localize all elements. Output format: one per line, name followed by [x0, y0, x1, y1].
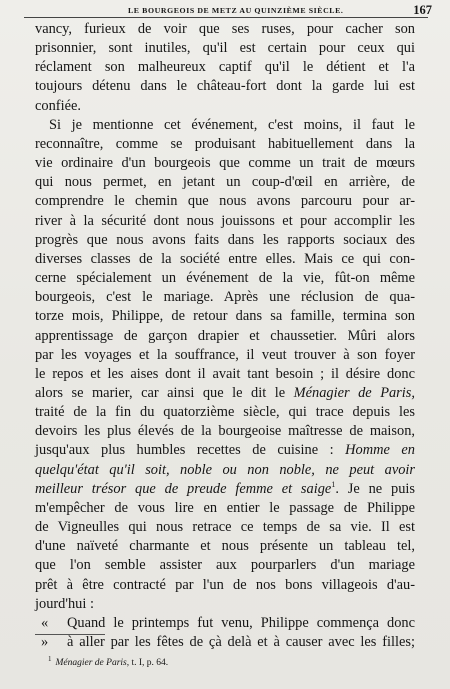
work-title: Ménagier de Paris,	[293, 384, 415, 401]
text-line	[35, 461, 415, 480]
text-segment: à aller par les fêtes de çà delà et à causer avec les filles;	[67, 634, 415, 650]
text-line: qui nous permet, en jetant un coup-d'œil en arrière, de	[35, 174, 415, 191]
footnote-source: Ménagier de Paris,	[55, 658, 130, 669]
quotation-text: meilleur trésor que de preude femme et saige	[35, 480, 332, 497]
text-line: traité de la fin du quatorzième siècle, qui trace depuis les	[35, 404, 415, 421]
text-line: river à la sécurité dont nous jouissons et pour accomplir les	[35, 212, 415, 229]
quotation-text: Homme en	[345, 442, 415, 459]
text-line	[35, 480, 415, 499]
text-line: réclament son malheureux captif qu'il le détient et l'a	[35, 59, 415, 76]
text-line: vancy, furieux de voir que ses ruses, pour cacher son	[35, 21, 415, 37]
text-line: par les voyages et la souffrance, il veut trouver à son foyer	[35, 346, 415, 363]
text-line: devoirs les plus élevés de la bourgeoise maîtresse de maison,	[35, 423, 415, 440]
footnote-call: 1	[331, 479, 336, 489]
header-rule	[24, 17, 428, 18]
text-line: prêt à être contracté par l'un de nos bons villageois d'au-	[35, 576, 415, 593]
text-line: diverses classes de la société entre elles. Mais ce qui con-	[35, 250, 415, 267]
text-line: reconnaître, comme se produisant habituellement dans la	[35, 135, 415, 152]
text-line: d'une naïveté charmante et nous présente un tableau tel,	[35, 538, 415, 555]
quote-mark: «	[41, 614, 49, 631]
text-line: comprendre le chemin que nous avons parcouru pour ar-	[35, 193, 415, 210]
quotation-text: quelqu'état qu'il soit, noble ou non noble, ne peut avoir	[35, 461, 415, 478]
text-segment: . Je ne puis	[335, 480, 415, 497]
text-line: progrès que nous avons faits dans les rapports sociaux des	[35, 231, 415, 248]
text-segment: alors se marier, car ainsi que le dit le	[35, 384, 286, 401]
text-line: que l'on semble assister aux pourparlers d'un mariage	[35, 557, 415, 574]
text-line: de Vigneulles qui nous retrace ce temps de sa vie. Il est	[35, 519, 415, 536]
text-line: toujours détenu dans le château-fort dont la garde lui est	[35, 78, 415, 95]
text-line: Si je mentionne cet événement, c'est moins, il faut le	[49, 116, 415, 133]
text-line: torze mois, Philippe, de retour dans sa famille, termina son	[35, 308, 415, 325]
text-line	[35, 384, 415, 403]
footnote-ref: t. I, p. 64.	[131, 658, 169, 669]
body-text	[35, 20, 415, 652]
text-line: apprentissage de garçon drapier et chaussetier. Mûri alors	[35, 327, 415, 344]
text-line: cerne spécialement un événement de la vie, fût-on même	[35, 270, 415, 287]
quoted-line	[35, 633, 415, 652]
text-line: prisonnier, sont inutiles, qu'il est certain pour ceux qui	[35, 40, 415, 57]
quote-mark: »	[41, 634, 49, 650]
running-head: LE BOURGEOIS DE METZ AU QUINZIÈME SIÈCLE.	[128, 6, 344, 15]
quoted-line	[35, 614, 415, 633]
text-line: vie ordinaire d'un bourgeois que comme un trait de mœurs	[35, 155, 415, 172]
text-line: confiée.	[35, 97, 81, 114]
footnote-mark: 1	[48, 655, 52, 663]
footnote	[48, 655, 168, 668]
text-line: jourd'hui :	[35, 595, 94, 612]
text-segment: Quand le printemps fut venu, Philippe commença donc	[67, 614, 415, 631]
text-segment: jusqu'aux plus humbles recettes de cuisine :	[35, 442, 334, 459]
text-line: bourgeois, c'est le mariage. Après une réclusion de qua-	[35, 289, 415, 306]
footnote-rule	[35, 634, 105, 635]
page-number: 167	[413, 3, 432, 17]
text-line: m'empêcher de vous lire en entier le passage de Philippe	[35, 499, 415, 516]
text-line	[35, 441, 415, 460]
text-line: le repos et les aises dont il avait tant besoin ; il désire donc	[35, 365, 415, 382]
